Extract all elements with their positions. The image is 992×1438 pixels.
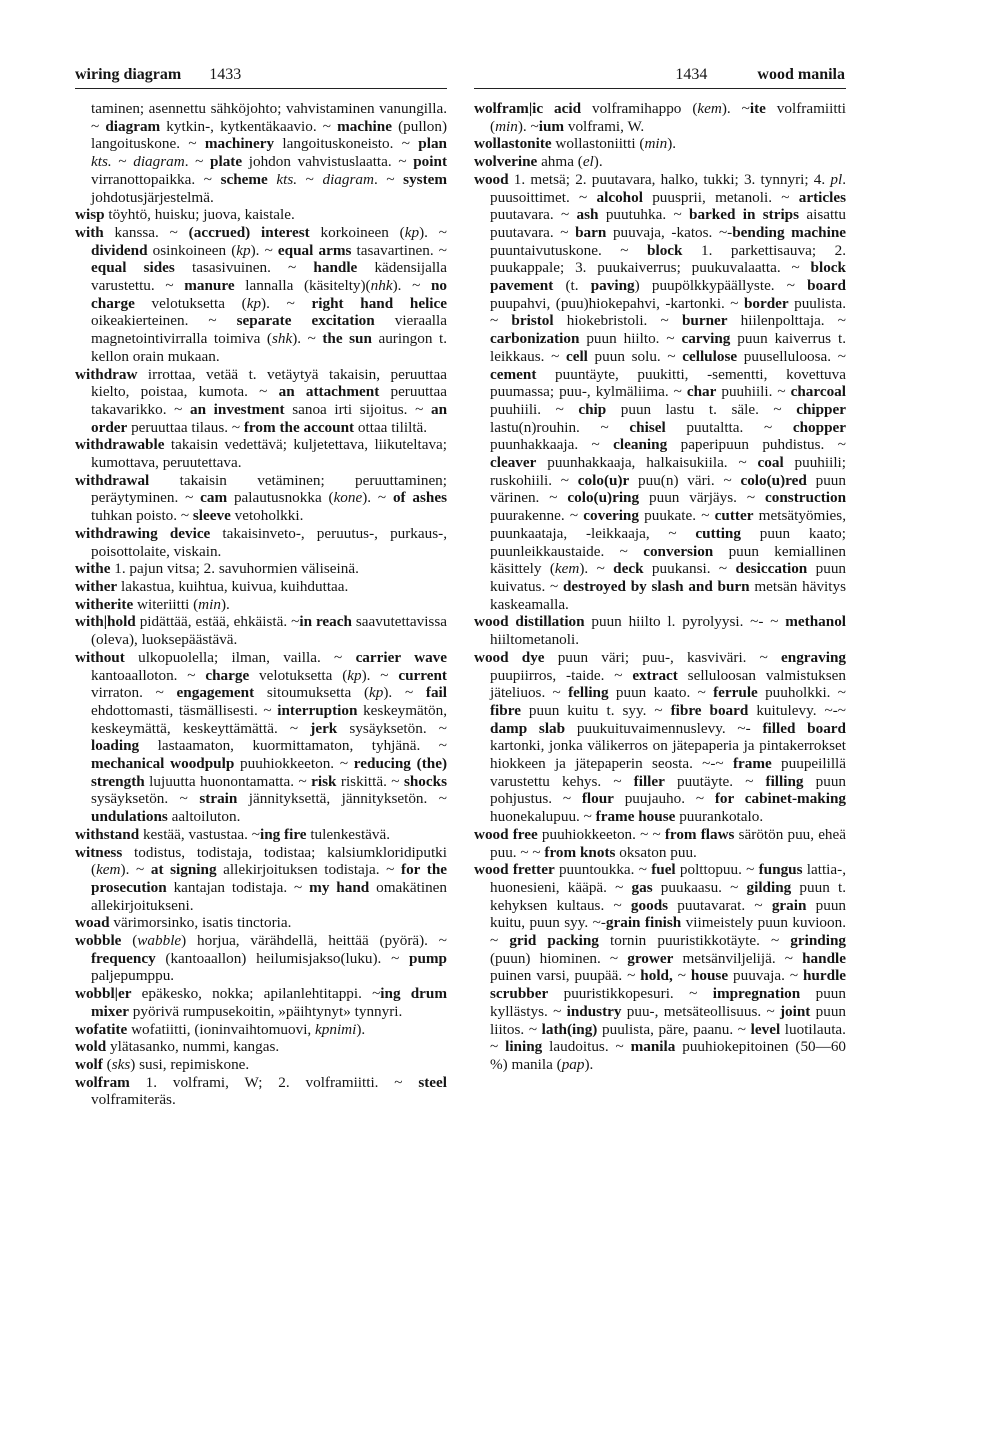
dictionary-entry: wolfram|ic acid volframihappo (kem). ~ite volframiitti (min). ~ium volframi, W. xyxy=(474,100,846,135)
left-guide-word: wiring diagram xyxy=(75,66,182,83)
left-header-rule xyxy=(75,88,447,89)
dictionary-entry: wood dye puun väri; puu-, kasviväri. ~ engraving puupiirros, -taide. ~ extract selluloosan valmistuksen jäteliuos. ~ felling puun kaato. ~ ferrule puuholkki. ~ fibre puun kuitu t. syy. ~ fibre board kuitulevy. ~-~ damp slab puukuituvaimennuslevy. ~- filled board kartonki, jonka välikerros on jätepaperia ja pintakerrokset hiokkeen ja jätepaperin seosta. ~-~ frame puupeilillä varustettu kehys. ~ filler puutäyte. ~ filling puun pohjustus. ~ flour puujauho. ~ for cabinet-making huonekalupuu. ~ frame house puurankotalo. xyxy=(474,648,847,826)
dictionary-entry: wold ylätasanko, nummi, kangas. xyxy=(75,1038,280,1056)
dictionary-entry: wisp töyhtö, huisku; juova, kaistale. xyxy=(75,206,295,224)
left-column xyxy=(75,100,447,1109)
dictionary-entry: witness todistus, todistaja, todistaa; kalsiumkloridiputki (kem). ~ at signing allekirjoituksen todistaja. ~ for the prosecution kantajan todistaja. ~ my hand omakätinen allekirjoitukseni. xyxy=(75,843,448,914)
dictionary-entry: with kanssa. ~ (accrued) interest korkoineen (kp). ~ dividend osinkoineen (kp). ~ equal arms tasavartinen. ~ equal sides tasasivuinen. ~ handle kädensijalla varustettu. ~ manure lannalla (käsitelty)(nhk). ~ no charge velotuksetta (kp). ~ right hand helice oikeakierteinen. ~ separate excitation vieraalla magnetointivirralla toimiva (shk). ~ the sun auringon t. kellon orain mukaan. xyxy=(75,223,448,365)
dictionary-entry: wolverine ahma (el). xyxy=(474,153,603,171)
dictionary-entry: wollastonite wollastoniitti (min). xyxy=(474,135,677,153)
dictionary-entry: woad värimorsinko, isatis tinctoria. xyxy=(75,914,292,932)
dictionary-entry: wood 1. metsä; 2. puutavara, halko, tukki; 3. tynnyri; 4. pl. puusoittimet. ~ alcohol puusprii, metanoli. ~ articles puutavara. ~ ash puutuhka. ~ barked in strips aisattu puutavara. ~ barn puuvaja, -katos. ~-bending machine puuntaivutuskone. ~ block 1. parkettisauva; 2. puukappale; 3. puukaiverrus; puukuvalaatta. ~ block pavement (t. paving) puupölkkypäällyste. ~ board puupahvi, (puu)hiokepahvi, -kartonki. ~ border puulista. ~ bristol hiokebristoli. ~ burner hiilenpolttaja. ~ carbonization puun hiilto. ~ carving puun kaiverrus t. leikkaus. ~ cell puun solu. ~ cellulose puuselluloosa. ~ cement puuntäyte, puukitti, -sementti, kovettuva puumassa; puu-, kylmäliima. ~ char puuhiili. ~ charcoal puuhiili. ~ chip puun lastu t. säle. ~ chipper lastu(n)rouhin. ~ chisel puutaltta. ~ chopper puunhakkaaja. ~ cleaning paperipuun puhdistus. ~ cleaver puunhakkaaja, halkaisukiila. ~ coal puuhiili; ruskohiili. ~ colo(u)r puu(n) väri. ~ colo(u)red puun värinen. ~ colo(u)ring puun värjäys. ~ construction puurakenne. ~ covering puukate. ~ cutter metsätyömies, puunkaataja, -leikkaaja, ~ cutting puun kaato; puunleikkaustaide. ~ conversion puun kemiallinen käsittely (kem). ~ deck puukansi. ~ desiccation puun kuivatus. ~ destroyed by slash and burn metsän hävitys kaskeamalla. xyxy=(474,170,847,613)
dictionary-entry: wofatite wofatiitti, (ioninvaihtomuovi, kpnimi). xyxy=(75,1020,366,1038)
dictionary-entry: withdraw irrottaa, vetää t. vetäytyä takaisin, peruuttaa kielto, poistaa, kumota. ~ an attachment peruuttaa takavarikko. ~ an investment sanoa irti sijoitus. ~ an order peruuttaa tilaus. ~ from the account ottaa tililtä. xyxy=(75,365,448,436)
dictionary-entry: taminen; asennettu sähköjohto; vahvistaminen vanungilla. ~ diagram kytkin-, kytkentäkaavio. ~ machine (pullon) langoituskone. ~ machinery langoituskoneisto. ~ plan kts. ~ diagram. ~ plate johdon vahvistuslaatta. ~ point virranottopaikka. ~ scheme kts. ~ diagram. ~ system johdotusjärjestelmä. xyxy=(91,100,448,206)
dictionary-entry: wood fretter puuntoukka. ~ fuel polttopuu. ~ fungus lattia-, huonesieni, kääpä. ~ gas puukaasu. ~ gilding puun t. kehyksen kultaus. ~ goods puutavarat. ~ grain puun kuitu, puun syy. ~-grain finish viimeistely puun kuvioon. ~ grid packing tornin puuristikkotäyte. ~ grinding (puun) hiominen. ~ grower metsänviljelijä. ~ handle puinen varsi, puupää. ~ hold, ~ house puuvaja. ~ hurdle scrubber puuristikkopesuri. ~ impregnation puun kyllästys. ~ industry puu-, metsäteollisuus. ~ joint puun liitos. ~ lath(ing) puulista, päre, paanu. ~ level luotilauta. ~ lining laudoitus. ~ manila puuhiokepitoinen (50—60 %) manila (pap). xyxy=(474,861,847,1073)
dictionary-entry: withe 1. pajun vitsa; 2. savuhormien väliseinä. xyxy=(75,560,359,578)
dictionary-entry: withstand kestää, vastustaa. ~ing fire tulenkestävä. xyxy=(75,825,391,843)
right-guide-word: wood manila xyxy=(757,66,845,83)
dictionary-entry: wood distillation puun hiilto l. pyrolyysi. ~- ~ methanol hiiltometanoli. xyxy=(474,613,847,649)
dictionary-entry: without ulkopuolella; ilman, vailla. ~ carrier wave kantoaalloton. ~ charge velotuksetta (kp). ~ current virraton. ~ engagement sitoumuksetta (kp). ~ fail ehdottomasti, täsmällisesti. ~ interruption keskeymätön, keskeymättä, keskeyttämättä. ~ jerk sysäyksetön. ~ loading lastaamaton, kuormittamaton, tyhjänä. ~ mechanical woodpulp puuhiokkeeton. ~ reducing (the) strength lujuutta huonontamatta. ~ risk riskittä. ~ shocks sysäyksetön. ~ strain jännityksettä, jännityksetön. ~ undulations aaltoiluton. xyxy=(75,648,448,826)
dictionary-entry: wolfram 1. volframi, W; 2. volframiitti. ~ steel volframiteräs. xyxy=(75,1073,447,1109)
right-running-head xyxy=(675,66,845,84)
dictionary-entry: witherite witeriitti (min). xyxy=(75,595,230,613)
right-column xyxy=(474,100,846,1074)
right-header-rule xyxy=(474,88,846,89)
dictionary-entry: withdrawable takaisin vedettävä; kuljetettava, liikuteltava; kumottava, peruutettava. xyxy=(75,436,447,472)
dictionary-entry: withdrawing device takaisinveto-, peruutus-, purkaus-, poisottolaite, viskain. xyxy=(75,524,448,560)
left-page-number: 1433 xyxy=(209,66,242,83)
dictionary-entry: wood free puuhiokkeeton. ~ ~ from flaws särötön puu, eheä puu. ~ ~ from knots oksaton puu. xyxy=(474,825,847,861)
dictionary-entry: withdrawal takaisin vetäminen; peruuttaminen; peräytyminen. ~ cam palautusnokka (kone). ~ of ashes tuhkan poisto. ~ sleeve vetoholkki. xyxy=(75,471,448,525)
left-running-head xyxy=(75,66,241,84)
dictionary-entry: wobbl|er epäkesko, nokka; apilanlehtitappi. ~ing drum mixer pyörivä rumpusekoitin, »päihtynyt» tynnyri. xyxy=(75,985,448,1020)
dictionary-entry: wither lakastua, kuihtua, kuivua, kuihduttaa. xyxy=(75,577,349,595)
dictionary-entry: wolf (sks) susi, repimiskone. xyxy=(75,1055,250,1073)
dictionary-entry: wobble (wabble) horjua, värähdellä, heittää (pyörä). ~ frequency (kantoaallon) heilumisjakso(luku). ~ pump paljepumppu. xyxy=(75,932,447,985)
right-page-number: 1434 xyxy=(675,66,708,83)
dictionary-entry: with|hold pidättää, estää, ehkäistä. ~in reach saavutettavissa (oleva), luoksepäästävä. xyxy=(75,613,447,649)
